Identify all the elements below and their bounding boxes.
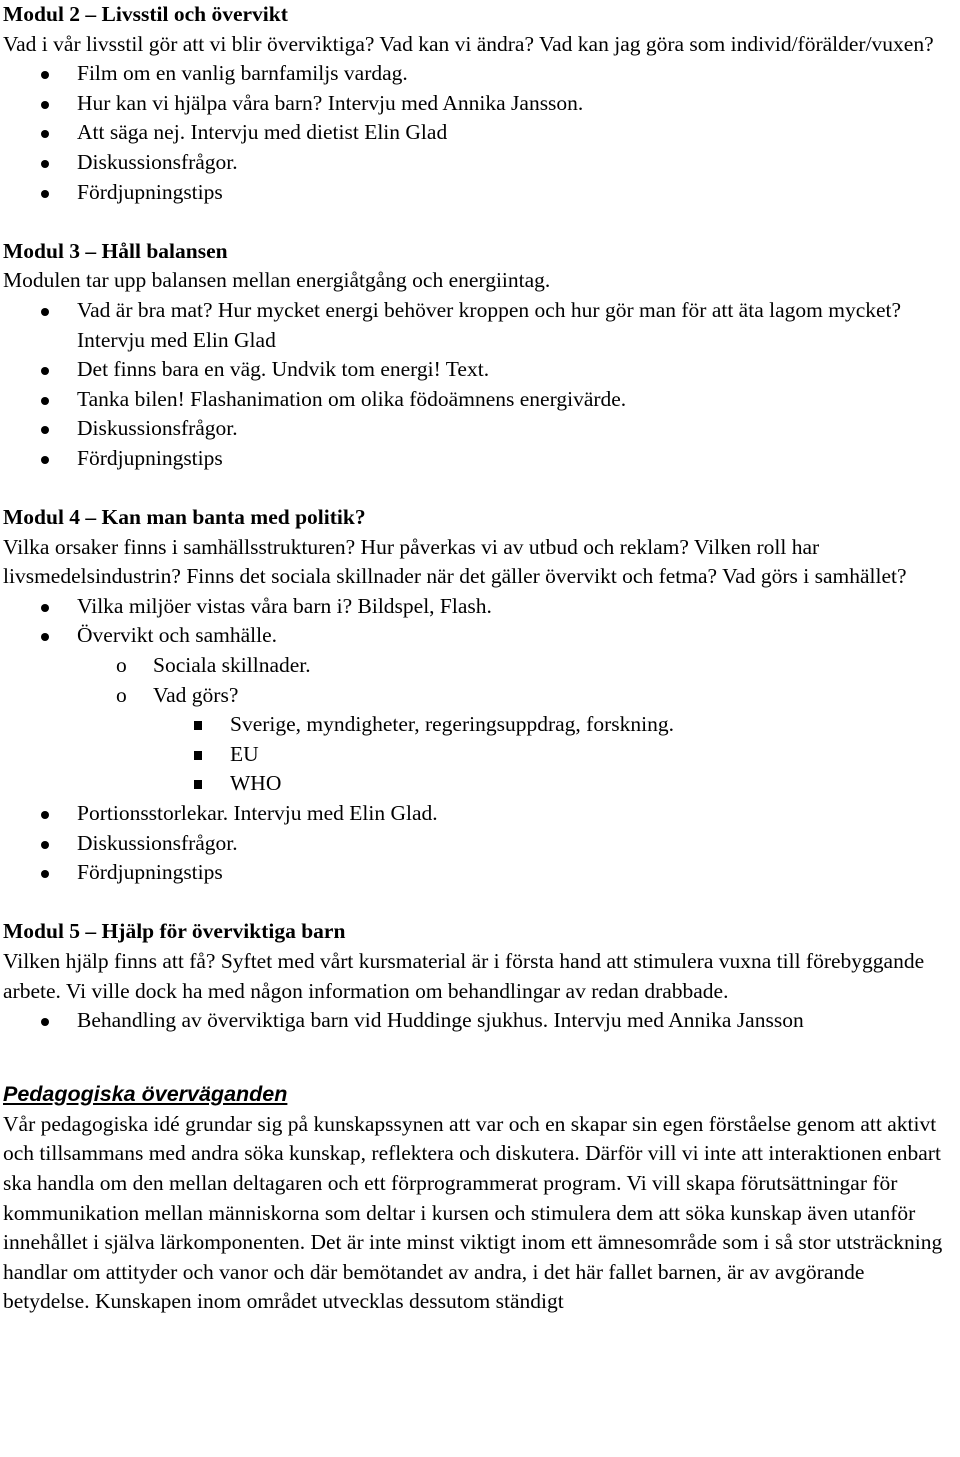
bullet-icon — [41, 841, 49, 849]
list-item: Fördjupningstips — [3, 858, 954, 888]
bullet-icon — [41, 397, 49, 405]
list-item: Diskussionsfrågor. — [3, 829, 954, 859]
bullet-icon — [41, 101, 49, 109]
square-bullet-icon — [194, 721, 202, 730]
circle-bullet-icon: o — [116, 653, 127, 678]
spacer — [3, 888, 954, 918]
bullet-icon — [41, 426, 49, 434]
section-title: Pedagogiska överväganden — [3, 1081, 288, 1106]
bullet-icon — [41, 130, 49, 138]
list-item: Film om en vanlig barnfamiljs vardag. — [3, 59, 954, 89]
module-3-list — [3, 296, 954, 474]
module-4-intro: Vilka orsaker finns i samhällsstrukturen? Hur påverkas vi av utbud och reklam? Vilken roll har livsmedelsindustrin? Finns det sociala skillnader när det gäller övervikt och fetma? Vad görs i samhället? — [3, 534, 907, 589]
bullet-icon — [41, 308, 49, 316]
bullet-icon — [41, 604, 49, 612]
module-3-intro: Modulen tar upp balansen mellan energiåtgång och energiintag. — [3, 268, 551, 293]
spacer — [3, 207, 954, 237]
module-5-list — [3, 1006, 954, 1036]
module-2-title: Modul 2 – Livsstil och övervikt — [3, 2, 288, 26]
module-3-title: Modul 3 – Håll balansen — [3, 238, 228, 263]
bullet-icon — [41, 870, 49, 878]
module-5-title: Modul 5 – Hjälp för överviktiga barn — [3, 919, 346, 944]
sub-sub-list-item: Sverige, myndigheter, regeringsuppdrag, forskning. — [3, 710, 954, 740]
square-bullet-icon — [194, 780, 202, 789]
spacer — [3, 1036, 954, 1074]
list-item: Hur kan vi hjälpa våra barn? Intervju med Annika Jansson. — [3, 89, 954, 119]
sub-sub-list-item: EU — [3, 740, 954, 770]
list-item: Tanka bilen! Flashanimation om olika födoämnens energivärde. — [3, 385, 954, 415]
bullet-icon — [41, 71, 49, 79]
sub-sub-list-item: WHO — [3, 769, 954, 799]
module-3 — [3, 237, 954, 474]
bullet-icon — [41, 367, 49, 375]
bullet-icon — [41, 456, 49, 464]
list-item: Diskussionsfrågor. — [3, 148, 954, 178]
module-4-list — [3, 592, 954, 888]
bullet-icon — [41, 1018, 49, 1026]
list-item: Diskussionsfrågor. — [3, 414, 954, 444]
square-bullet-icon — [194, 751, 202, 760]
module-2-intro: Vad i vår livsstil gör att vi blir överviktiga? Vad kan vi ändra? Vad kan jag göra som individ/förälder/vuxen? — [3, 31, 934, 56]
bullet-icon — [41, 633, 49, 641]
list-item: Vad är bra mat? Hur mycket energi behöver kroppen och hur gör man för att äta lagom mycket? Intervju med Elin Glad — [3, 296, 954, 355]
list-item: Det finns bara en väg. Undvik tom energi! Text. — [3, 355, 954, 385]
list-item: Fördjupningstips — [3, 444, 954, 474]
spacer — [3, 474, 954, 504]
module-5-intro: Vilken hjälp finns att få? Syftet med vårt kursmaterial är i första hand att stimulera vuxna till förebyggande arbete. Vi ville dock ha med någon information om behandlingar av redan drabbade. — [3, 949, 925, 1003]
pedagogy-section — [3, 1078, 954, 1317]
bullet-icon — [41, 190, 49, 198]
bullet-icon — [41, 160, 49, 168]
list-item: Vilka miljöer vistas våra barn i? Bildspel, Flash. — [3, 592, 954, 622]
list-item: Övervikt och samhälle. — [3, 621, 954, 651]
module-5 — [3, 917, 954, 1035]
module-2-list — [3, 59, 954, 207]
sub-list-item: o Sociala skillnader. — [3, 651, 954, 681]
pedagogy-body: Vår pedagogiska idé grundar sig på kunskapssynen att var och en skapar sin egen förståelse genom att aktivt och tillsammans med andra söka kunskap, reflektera och diskutera. Därför vill vi inte att interaktionen enbart ska handla om den mellan deltagaren och ett förprogrammerat program. Vi vill skapa förutsättningar för kommunikation mellan människorna som deltar i kursen och stimulera dem att söka kunskap även utanför innehållet i själva lärkomponenten. Det är inte minst viktigt inom ett ämnesområde som i så stor utsträckning handlar om attityder och vanor och där bemötandet av andra, i det här fallet barnen, är av avgörande betydelse. Kunskapen inom området utvecklas dessutom ständigt — [3, 1111, 943, 1314]
module-4 — [3, 503, 954, 888]
bullet-icon — [41, 811, 49, 819]
list-item: Att säga nej. Intervju med dietist Elin Glad — [3, 118, 954, 148]
list-item: Portionsstorlekar. Intervju med Elin Glad. — [3, 799, 954, 829]
sub-list-item: o Vad görs? — [3, 681, 954, 711]
module-2 — [3, 0, 954, 207]
module-4-title: Modul 4 – Kan man banta med politik? — [3, 505, 366, 530]
list-item: Behandling av överviktiga barn vid Huddinge sjukhus. Intervju med Annika Jansson — [3, 1006, 954, 1036]
circle-bullet-icon: o — [116, 682, 127, 707]
list-item: Fördjupningstips — [3, 178, 954, 208]
